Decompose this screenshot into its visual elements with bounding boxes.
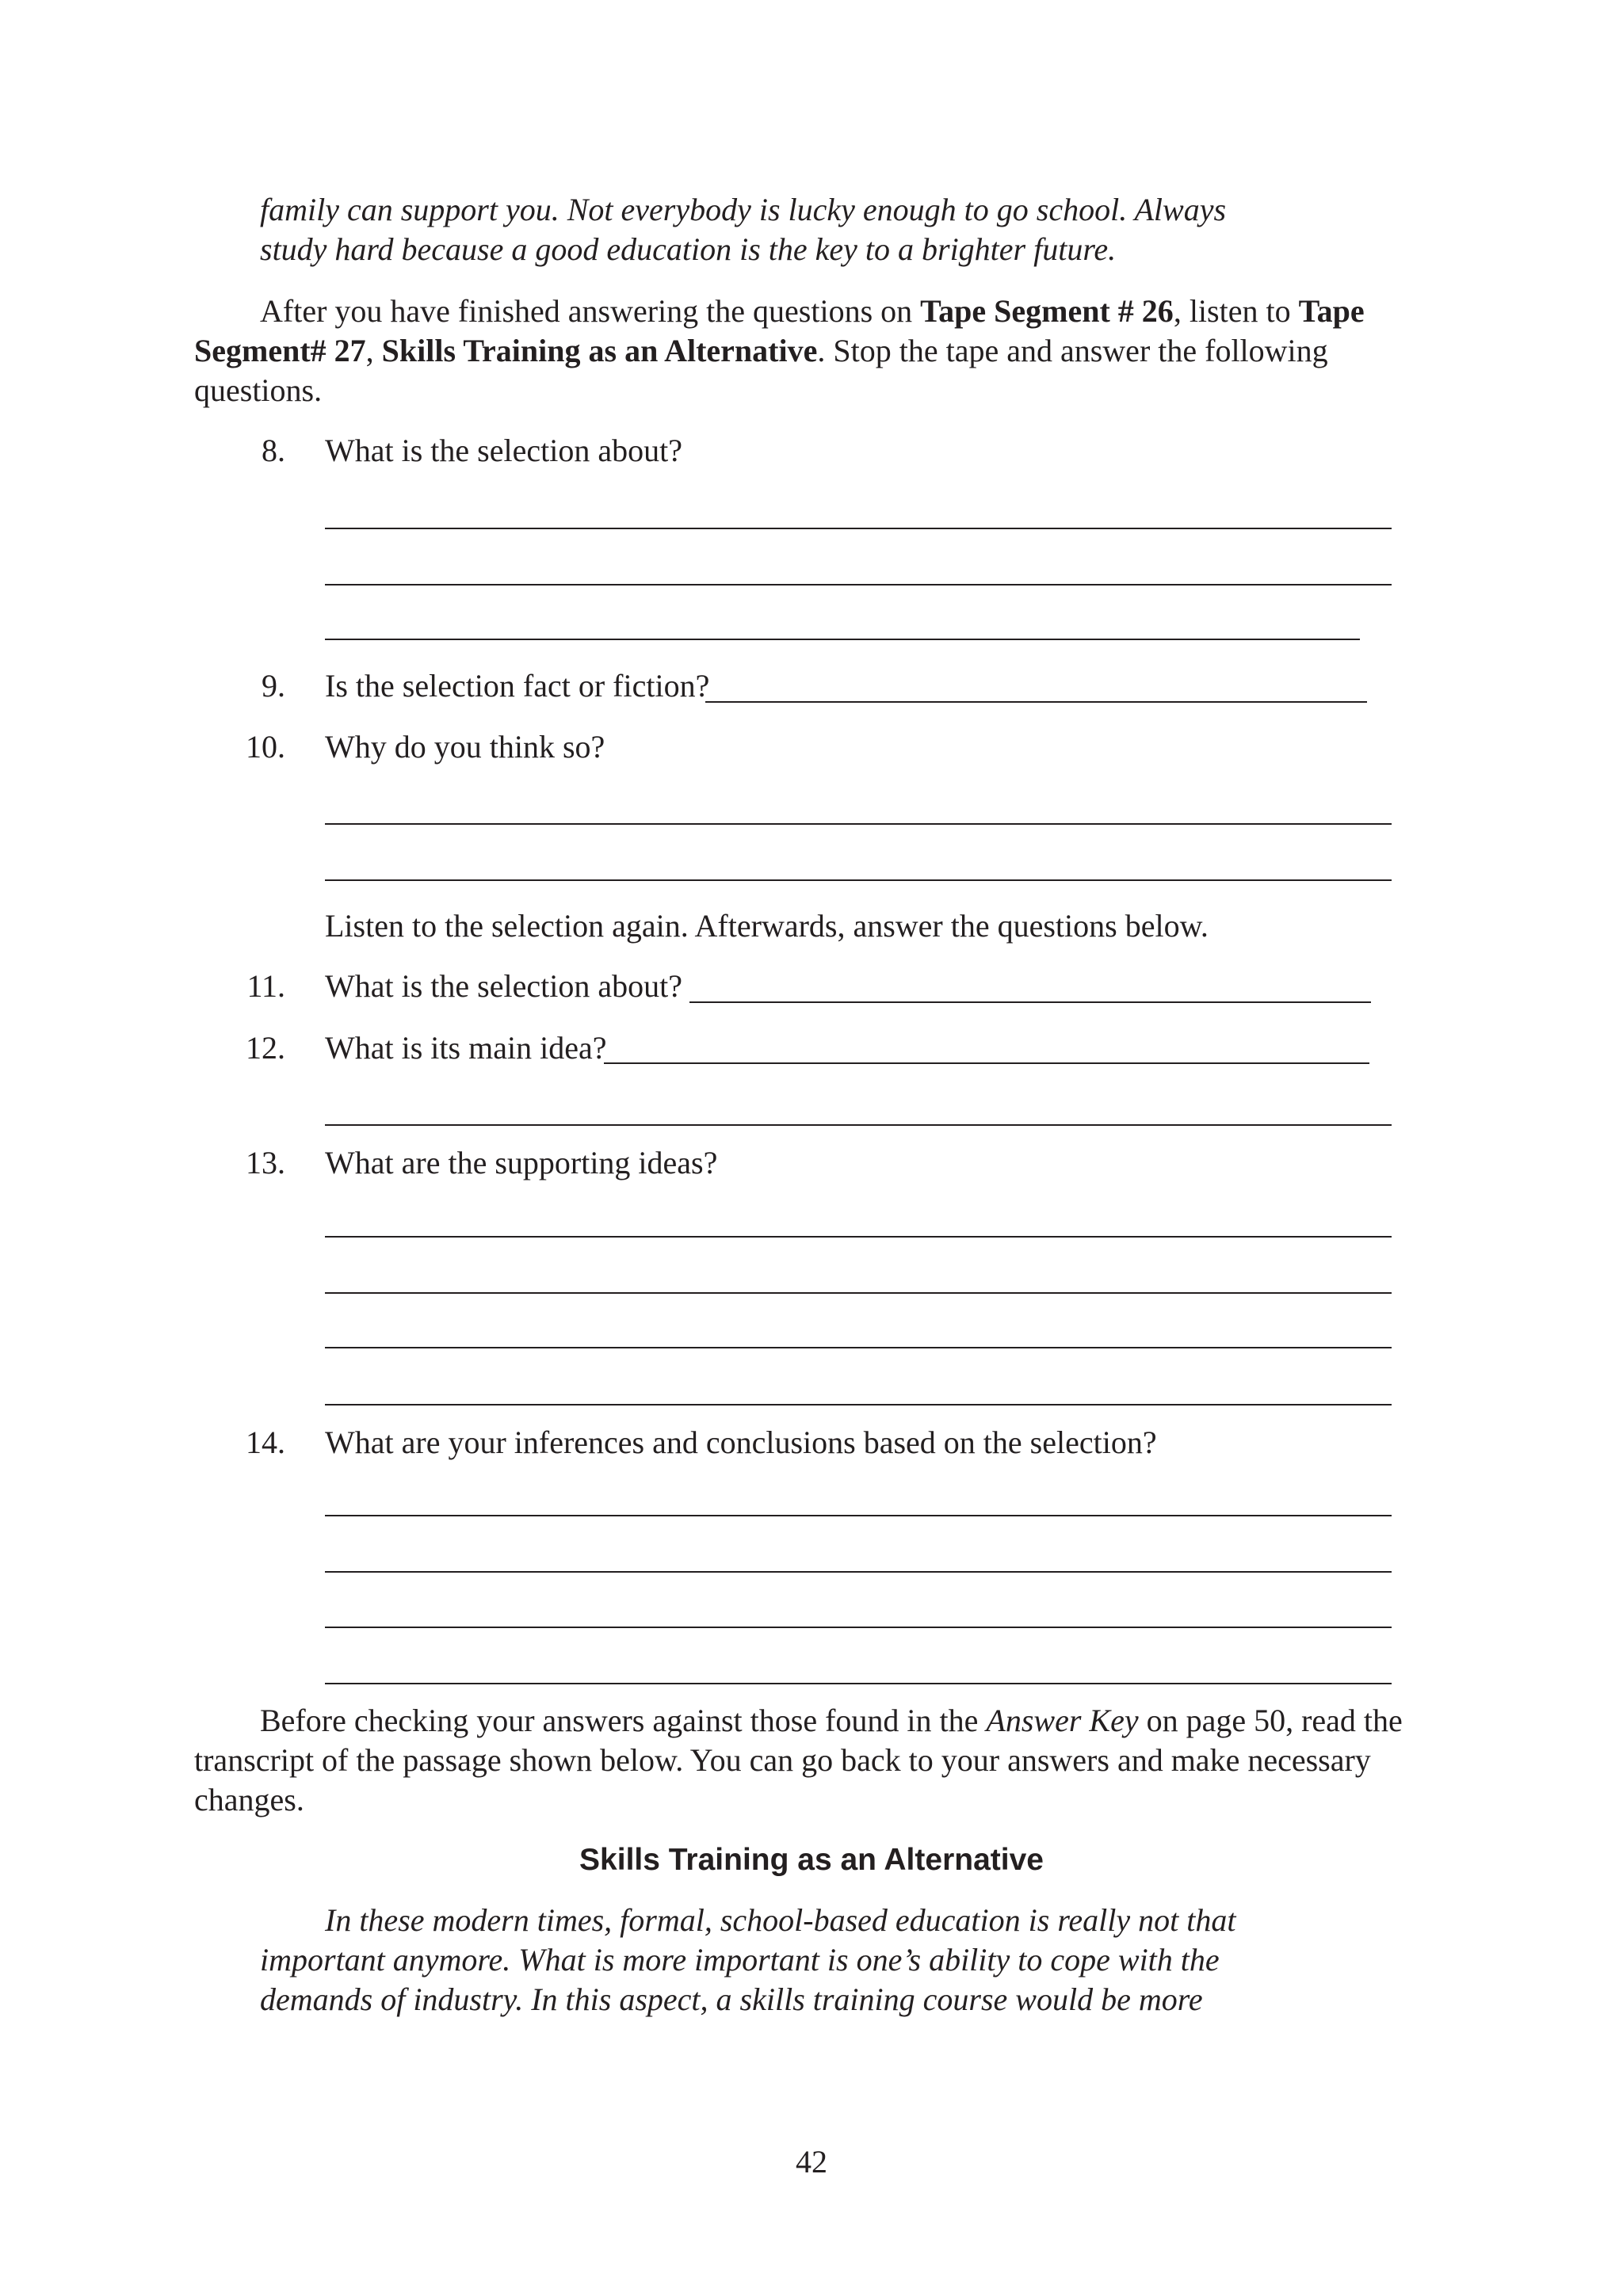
listen-again-instruction: Listen to the selection again. Afterwards, answer the questions below. <box>325 908 1209 944</box>
answer-line[interactable] <box>325 823 1392 825</box>
answer-line[interactable] <box>325 1627 1392 1628</box>
question-text: What is the selection about? <box>325 968 682 1004</box>
instructions-text: . Stop the tape and answer the following <box>817 333 1328 368</box>
passage-line-2: important anymore. What is more important is one’s ability to cope with the <box>260 1942 1220 1978</box>
answer-line[interactable] <box>325 639 1360 640</box>
question-text: What is the selection about? <box>325 433 682 468</box>
answer-line[interactable] <box>325 1683 1392 1684</box>
tape-label: Tape <box>1298 293 1365 329</box>
instructions-line-1 <box>260 292 1365 331</box>
answer-line[interactable] <box>604 1062 1369 1064</box>
question-text: What is its main idea? <box>325 1030 607 1066</box>
question-number: 10. <box>246 729 285 765</box>
before-checking-text: on page 50, read the <box>1138 1703 1403 1738</box>
question-number: 11. <box>246 968 285 1004</box>
instructions-line-3: questions. <box>194 372 323 408</box>
answer-line[interactable] <box>325 1404 1392 1405</box>
question-number: 14. <box>246 1425 285 1460</box>
instructions-text: , <box>365 333 382 368</box>
answer-line[interactable] <box>325 1571 1392 1573</box>
tape-segment-26: Tape Segment # 26 <box>920 293 1174 329</box>
instructions-line-2 <box>194 331 1328 371</box>
before-checking-line-3: changes. <box>194 1782 304 1817</box>
answer-line[interactable] <box>705 701 1367 703</box>
answer-line[interactable] <box>325 1124 1392 1126</box>
before-checking-line-2: transcript of the passage shown below. You can go back to your answers and make necessary <box>194 1742 1371 1778</box>
answer-line[interactable] <box>325 1515 1392 1516</box>
question-number: 12. <box>246 1030 285 1066</box>
answer-line[interactable] <box>325 879 1392 881</box>
question-number: 8. <box>262 433 285 468</box>
question-text: What are the supporting ideas? <box>325 1145 718 1180</box>
question-number: 13. <box>246 1145 285 1180</box>
question-text: Why do you think so? <box>325 729 605 765</box>
before-checking-text: Before checking your answers against those found in the <box>260 1703 987 1738</box>
passage-line-3: demands of industry. In this aspect, a skills training course would be more <box>260 1981 1203 2017</box>
answer-key-ref: Answer Key <box>986 1703 1139 1738</box>
intro-line-2: study hard because a good education is the key to a brighter future. <box>260 231 1117 267</box>
intro-line-1: family can support you. Not everybody is lucky enough to go school. Always <box>260 192 1227 227</box>
answer-line[interactable] <box>325 1292 1392 1294</box>
before-checking-line-1 <box>260 1701 1403 1741</box>
tape-segment-27: Segment# 27 <box>194 333 366 368</box>
answer-line[interactable] <box>325 584 1392 585</box>
page-number: 42 <box>796 2144 827 2180</box>
question-text: Is the selection fact or fiction? <box>325 668 710 704</box>
question-number: 9. <box>262 668 285 704</box>
question-text: What are your inferences and conclusions based on the selection? <box>325 1425 1157 1460</box>
passage-title: Skills Training as an Alternative <box>579 1843 1044 1877</box>
passage-line-1: In these modern times, formal, school-based education is really not that <box>325 1902 1236 1938</box>
instructions-text: After you have finished answering the questions on <box>260 293 921 329</box>
answer-line[interactable] <box>689 1001 1371 1003</box>
segment-title: Skills Training as an Alternative <box>381 333 818 368</box>
answer-line[interactable] <box>325 528 1392 529</box>
answer-line[interactable] <box>325 1236 1392 1238</box>
answer-line[interactable] <box>325 1347 1392 1348</box>
instructions-text: , listen to <box>1173 293 1299 329</box>
